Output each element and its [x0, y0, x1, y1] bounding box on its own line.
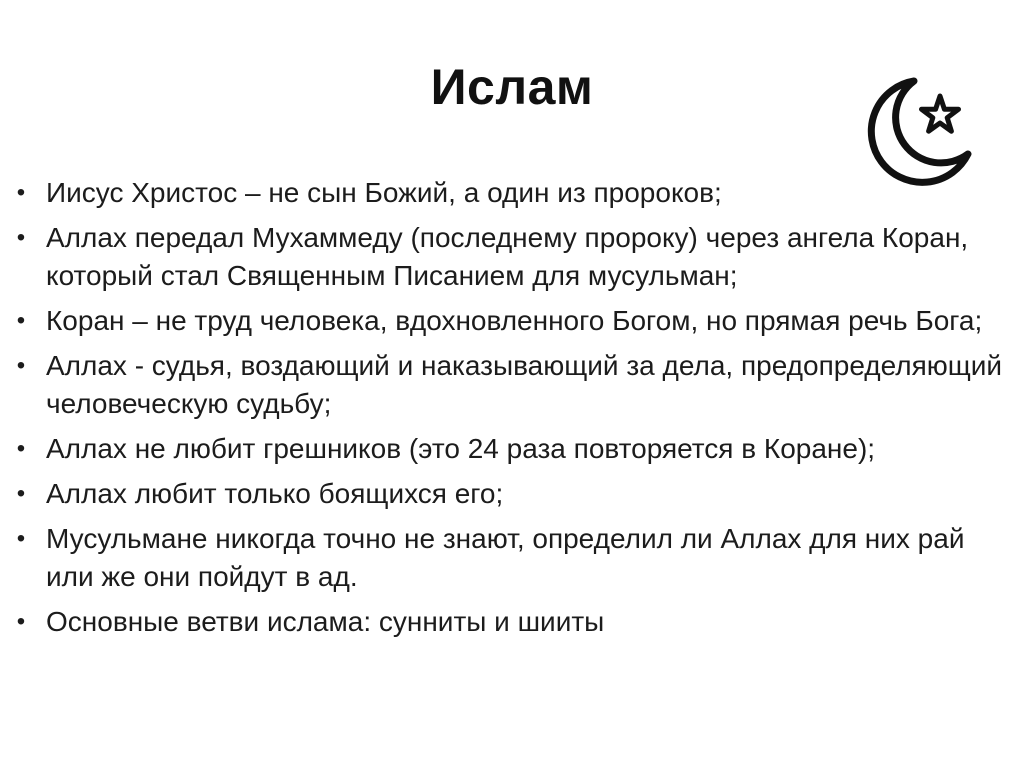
list-item [12, 302, 1017, 340]
bullet-text: Мусульмане никогда точно не знают, определил ли Аллах для них рай или же они пойдут в ад. [46, 523, 965, 592]
bullet-marker: • [16, 179, 26, 206]
list-item [12, 520, 1017, 596]
bullet-marker: • [16, 352, 26, 379]
list-item [12, 174, 1017, 212]
bullet-marker: • [16, 224, 26, 251]
bullet-text: Иисус Христос – не сын Божий, а один из пророков; [46, 177, 722, 208]
bullet-marker: • [16, 307, 26, 334]
bullet-text: Аллах - судья, воздающий и наказывающий за дела, предопределяющий человеческую судьбу; [46, 350, 1003, 419]
list-item [12, 219, 1017, 295]
bullet-marker: • [16, 525, 26, 552]
list-item [12, 430, 1017, 468]
bullet-text: Основные ветви ислама: сунниты и шииты [46, 606, 605, 637]
bullet-marker: • [16, 435, 26, 462]
list-item [12, 475, 1017, 513]
slide-title: Ислам [430, 59, 594, 115]
bullet-text: Аллах не любит грешников (это 24 раза повторяется в Коране); [46, 433, 876, 464]
list-item [12, 603, 1017, 641]
bullet-marker: • [16, 480, 26, 507]
bullet-list [12, 174, 1017, 648]
bullet-text: Коран – не труд человека, вдохновленного Богом, но прямая речь Бога; [46, 305, 983, 336]
bullet-marker: • [16, 608, 26, 635]
list-item [12, 347, 1017, 423]
bullet-text: Аллах любит только боящихся его; [46, 478, 504, 509]
crescent-star-icon [856, 76, 972, 188]
bullet-text: Аллах передал Мухаммеду (последнему пророку) через ангела Коран, который стал Священным Писанием для мусульман; [46, 222, 969, 291]
